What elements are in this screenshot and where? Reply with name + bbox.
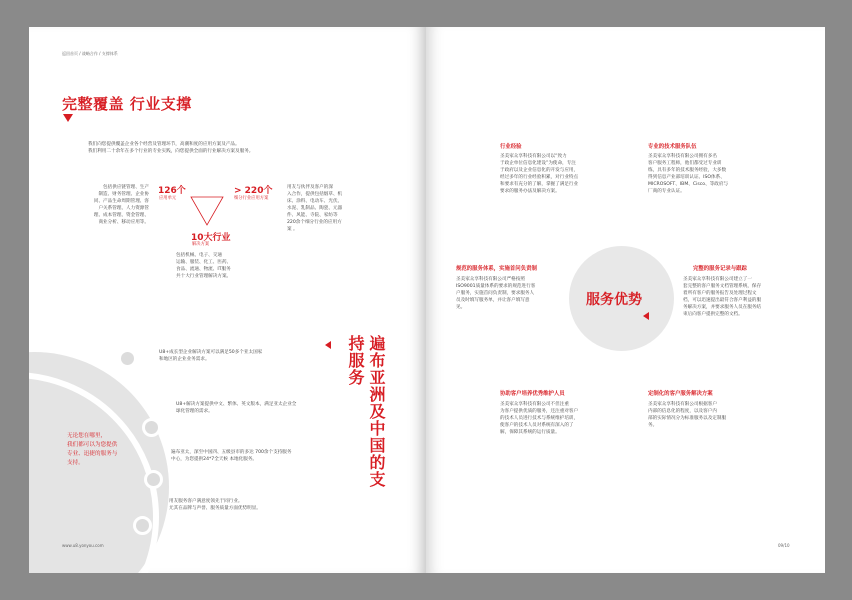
section-line: MICROSOFT、IBM、Cisco、等政府与 [648, 182, 729, 187]
vertical-title-arrow [325, 341, 331, 349]
section-line: 圣美家众享科技有限公司严格按照 [456, 277, 525, 282]
modules-line: 理、成本管理、资金管理、 [93, 213, 149, 218]
point-line: 和地区的企业业务需求。 [159, 357, 210, 362]
section-line: 套完整的客户服务文档管理系统，保存 [683, 284, 762, 289]
stat-solutions-number: > 220个 [234, 186, 273, 196]
quote-line: 无论您在哪里， [67, 433, 107, 439]
section-line: 圣美家众享科技有限公司不但注重 [500, 402, 569, 407]
section-line: 圣美家众享科技有限公司拥有多名 [648, 154, 717, 159]
section-text [648, 153, 728, 195]
industries-line: 食品、流通、物流、IT服务 [176, 267, 231, 272]
section-line: 见。 [456, 305, 466, 310]
triangle-diagram-icon [190, 196, 224, 226]
section-line: 圣美家众享科技有限公司建立了一 [683, 277, 752, 282]
stat-industries-number: 10大行业 [191, 233, 231, 243]
center-title: 服务优势 [586, 292, 642, 308]
quote-line: 我们都可以为您提供 [67, 442, 118, 448]
section-line: 于政府以及企业信息化的开发与应用， [500, 168, 579, 173]
section-line: 和要求有充分的了解，掌握了满足行业 [500, 182, 579, 187]
point-line: U8+解决方案提供中文、繁体、英文版本，满足亚太企业全 [176, 402, 297, 407]
section-line: 档，可以迅速提出最符合客户利益的服 [683, 298, 762, 303]
point-line: 球化管理的需求。 [176, 409, 213, 414]
modules-line: 商业分析、移动应用等。 [98, 220, 149, 225]
section-line: 使客户的技术人员对系统有深入的了 [500, 423, 574, 428]
vertical-section-title: 遍布亚洲及中国的支持服务 [346, 335, 386, 488]
center-arrow [643, 312, 649, 320]
page-number: 09/10 [778, 543, 790, 548]
cooperation-line: 220余个细分行业的应用方 [287, 220, 342, 225]
section-heading: 行业经验 [500, 144, 522, 150]
section-line: 圣美家众享科技有限公司以“致力 [500, 154, 567, 159]
section-line: 员及时填写服务单，并让客户填写意 [456, 298, 530, 303]
intro-paragraph [88, 141, 253, 155]
point-line: 遍布亚太，深至中国四、五级县市的多达 700余个支持服务 [171, 450, 292, 455]
website-url[interactable]: www.u8.yonyou.com [62, 543, 104, 548]
industry-cooperation-text [287, 184, 342, 233]
stat-apps-number: 126个 [158, 186, 186, 196]
section-text [683, 276, 761, 318]
intro-line: 我们利用二十余年在多个行业的专业实践，向您提供全面的行业解决方案及服务。 [88, 149, 254, 154]
section-line: 户服务，实施首问负责制，要求服务人 [456, 291, 535, 296]
section-text [648, 401, 726, 429]
point-line: 中心，为您提供24*7全天候 本地化服务。 [171, 457, 258, 462]
section-line: 务。 [648, 423, 658, 428]
timeline-dot [142, 418, 161, 437]
section-heading: 专业的技术服务队伍 [648, 144, 697, 150]
timeline-dot [118, 349, 137, 368]
section-heading: 定制化的客户服务解决方案 [648, 391, 713, 397]
cooperation-line: 床、涂料、电动车、光伏、 [287, 199, 343, 204]
title-triangle-marker [63, 114, 73, 122]
modules-line: 制造、财务管理、企业协 [98, 192, 149, 197]
service-quote [67, 432, 117, 468]
industries-line: 运输、服装、化工、医药、 [176, 260, 232, 265]
coverage-point [171, 449, 291, 463]
point-line: 尤其在品牌与声誉、服务质量方面优势明显。 [169, 506, 261, 511]
ten-industries-text [176, 252, 231, 280]
right-page [426, 27, 825, 573]
cooperation-line: 用友与伙伴及客户的深 [287, 185, 333, 190]
section-line: 圣美家众享科技有限公司根据客户 [648, 402, 717, 407]
section-line: 的技术人员进行技术与系统维护培训， [500, 416, 579, 421]
point-line: U8+成长型企业解决方案可以满足50多个亚太国家 [159, 350, 263, 355]
stat-solutions-label: 细分行业应用方案 [234, 196, 269, 201]
section-text [500, 153, 578, 195]
section-heading: 完整的服务记录与跟踪 [693, 266, 747, 272]
coverage-point [169, 498, 261, 512]
intro-line: 我们向您提供覆盖企业各个经营及管理环节，高潮和度的应用方案及产品。 [88, 142, 240, 147]
section-line: 要求的服务办法及解决方案。 [500, 189, 560, 194]
section-line: 客户服务工程师，他们都受过专业训 [648, 161, 722, 166]
timeline-dot [133, 516, 152, 535]
section-line: 于政企单位信息化建设”为使命，专注 [500, 161, 576, 166]
section-text [456, 276, 535, 311]
section-heading: 协助客户培养优秀维护人员 [500, 391, 565, 397]
cooperation-line: 件、风能、寺院、家纺等 [287, 213, 338, 218]
section-line: 束后向客户提供完整的文档。 [683, 312, 743, 317]
section-line: 解，保障其系统的运行质量。 [500, 430, 560, 435]
modules-line: 户关系管理、人力资源管 [98, 206, 149, 211]
industries-line: 共十大行业管理解决方案。 [176, 274, 232, 279]
section-line: 得到信息产业部培训认证、ISO体系、 [648, 175, 725, 180]
industries-line: 包括机械、电子、交通 [176, 253, 222, 258]
left-page [29, 27, 426, 573]
section-line: 务解决方案，并要求服务人员在服务结 [683, 305, 762, 310]
modules-line: 同、产品生命周期管理、客 [93, 199, 149, 204]
coverage-point [159, 349, 262, 363]
modules-line: 包括供应链管理、生产 [103, 185, 149, 190]
timeline-dot [144, 470, 163, 489]
quote-line: 支持。 [67, 460, 84, 466]
section-line: 为客户提供优质的服务，还注重对客户 [500, 409, 579, 414]
section-line: 内部的信息化的程度，以及客户内 [648, 409, 717, 414]
cooperation-line: 水泥、乳制品、陶瓷、元器 [287, 206, 343, 211]
section-line: 经过多年的行业经验积累，对行业特点 [500, 175, 579, 180]
section-line: 着所有客户的服务报告及处理过程文 [683, 291, 757, 296]
breadcrumb[interactable]: 返回首页 / 战略合作 / 支撑体系 [62, 51, 118, 56]
section-text [500, 401, 578, 436]
page-title: 完整覆盖 行业支撑 [62, 95, 192, 113]
stat-industries-label: 解决方案 [192, 242, 210, 247]
section-line: 厂商的专业认证。 [648, 189, 685, 194]
section-line: 部的实际情况分为标准服务以及定制服 [648, 416, 727, 421]
cooperation-line: 案 。 [287, 227, 298, 232]
cooperation-line: 入合作，提供包括烟草、机 [287, 192, 343, 197]
modules-text [89, 184, 149, 226]
section-heading: 规范的服务体系，实施首问负责制 [456, 266, 537, 272]
stat-apps-label: 应用单元 [159, 196, 177, 201]
section-line: ISO9001质量体系的要求的规范进行客 [456, 284, 536, 289]
point-line: 用友服务客户满意度领先于同行业。 [169, 499, 243, 504]
section-line: 练，具有多年的技术服务经验，大多数 [648, 168, 727, 173]
coverage-point [176, 401, 296, 415]
quote-line: 专业、迅捷的服务与 [67, 451, 118, 457]
